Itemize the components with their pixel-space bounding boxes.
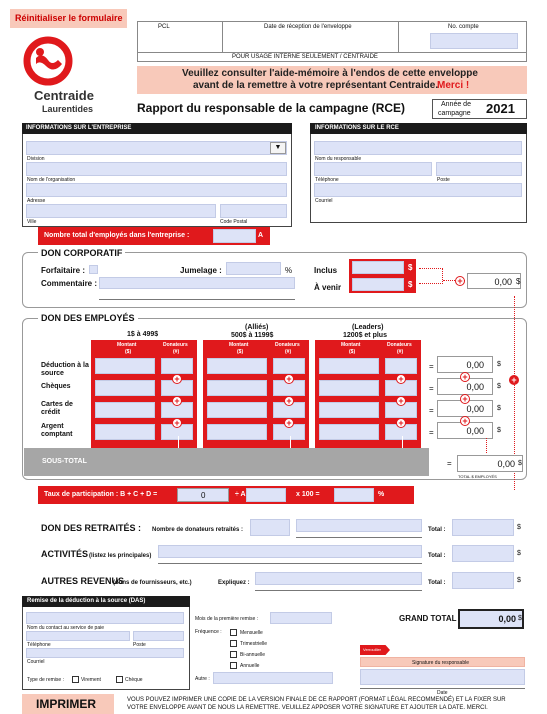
amount-field[interactable]: [319, 402, 379, 418]
grand-total-dollar: $: [518, 615, 522, 622]
other-explain-label: Expliquez :: [218, 580, 250, 586]
division-label: Division: [27, 156, 45, 162]
amount-field[interactable]: [207, 424, 267, 440]
commentaire-label: Commentaire :: [41, 279, 98, 288]
row-plus-icon: +: [460, 394, 470, 404]
address-label: Adresse: [27, 198, 46, 204]
dropdown-button[interactable]: ▼: [270, 142, 286, 154]
das-contact-field[interactable]: [26, 612, 184, 624]
participation-div: ÷ A: [235, 491, 246, 498]
print-note-line2: VOTRE ENVELOPPE AVANT DE NOUS LA REMETTRE. VEUILLEZ APPOSER VOTRE SIGNATURE ET AJOUTER LA DATE. MERCI.: [127, 705, 488, 711]
row-total-plus-icon: +: [509, 375, 519, 385]
group-3-name: (Leaders): [352, 324, 384, 331]
corporate-plus-icon: +: [455, 276, 465, 286]
pcl-label: PCL: [158, 24, 170, 30]
employee-count-label: Nombre total d'employés dans l'entreprise :: [44, 232, 190, 239]
participation-label: Taux de participation : B + C + D =: [44, 491, 158, 498]
jumelage-label: Jumelage :: [180, 266, 222, 275]
employees-grand-total: 0,00: [497, 459, 515, 469]
year-label-2: campagne: [438, 110, 471, 117]
other-title: AUTRES REVENUS: [41, 576, 125, 586]
donateurs-header: Donateurs: [387, 342, 412, 348]
group-3-label: 1200$ et plus: [343, 332, 387, 339]
account-no-field[interactable]: [430, 33, 518, 49]
amount-field[interactable]: [207, 402, 267, 418]
row-cheques-label: Chèques: [41, 383, 71, 390]
plus-icon: +: [284, 418, 294, 428]
rce-ext-label: Poste: [437, 177, 450, 183]
amount-field[interactable]: [95, 380, 155, 396]
notice-merci: Merci !: [437, 80, 470, 91]
forfaitaire-label: Forfaitaire :: [41, 266, 86, 275]
freq-biannual-label: Bi-annuelle: [240, 652, 266, 658]
print-button-label: IMPRIMER: [36, 697, 96, 711]
activities-total-label: Total :: [428, 553, 446, 559]
rce-name-field[interactable]: [314, 141, 522, 155]
row-dollar: $: [497, 361, 501, 368]
plus-icon: +: [172, 374, 182, 384]
other-note: (dons de fournisseurs, etc.): [113, 580, 192, 586]
das-phone-field[interactable]: [26, 631, 130, 641]
row-dollar: $: [497, 383, 501, 390]
arrow-line: [486, 438, 487, 453]
account-no-label: No. compte: [448, 24, 479, 30]
org-name-field[interactable]: [26, 162, 287, 176]
other-total-field[interactable]: [452, 572, 514, 589]
rce-name-label: Nom du responsable: [315, 156, 362, 162]
logo-name: Centraide: [34, 88, 94, 103]
employees-total-equals: =: [447, 459, 452, 468]
jumelage-field[interactable]: [226, 262, 281, 275]
frequency-label: Fréquence :: [195, 629, 222, 635]
donateurs-unit: (#): [173, 349, 180, 355]
participation-bcd-value: 0: [201, 491, 206, 500]
das-phone-label: Téléphone: [27, 642, 51, 648]
other-total-label: Total :: [428, 580, 446, 586]
virement-checkbox[interactable]: [72, 676, 79, 683]
montant-header: Montant: [229, 342, 249, 348]
row-equals: =: [429, 428, 434, 437]
corporate-total-dollar: $: [516, 277, 521, 286]
activities-note: (listez les principales): [89, 553, 152, 559]
rce-ext-field[interactable]: [436, 162, 522, 176]
plus-icon: +: [396, 374, 406, 384]
montant-header: Montant: [117, 342, 137, 348]
amount-field[interactable]: [207, 380, 267, 396]
avenir-field[interactable]: [352, 278, 404, 291]
cheque-checkbox[interactable]: [116, 676, 123, 683]
row-total: 0,00: [466, 360, 484, 370]
signature-label: Signature du responsable: [412, 660, 469, 666]
org-name-label: Nom de l'organisation: [27, 177, 76, 183]
activities-field[interactable]: [158, 545, 422, 558]
amount-field[interactable]: [95, 358, 155, 374]
retirees-details-field[interactable]: [296, 519, 422, 532]
row-cash-label: Argent comptant: [41, 423, 73, 438]
plus-icon: +: [284, 374, 294, 384]
other-freq-field[interactable]: [213, 672, 333, 684]
participation-times: x 100 =: [296, 491, 320, 498]
group-2-label: 500$ à 1199$: [231, 332, 274, 339]
freq-biannual-checkbox[interactable]: [230, 651, 237, 658]
das-ext-field[interactable]: [133, 631, 184, 641]
employees-title: DON DES EMPLOYÉS: [38, 314, 138, 323]
rce-phone-field[interactable]: [314, 162, 432, 176]
amount-field[interactable]: [319, 358, 379, 374]
centraide-logo: [18, 32, 78, 90]
row-total: 0,00: [466, 382, 484, 392]
das-contact-label: Nom du contact au service de paie: [27, 625, 104, 631]
row-equals: =: [429, 406, 434, 415]
address-field[interactable]: [26, 183, 287, 197]
avenir-dollar: $: [408, 280, 413, 289]
year-label-1: Année de: [441, 101, 471, 108]
postal-code-label: Code Postal: [220, 219, 248, 225]
plus-icon: +: [284, 396, 294, 406]
retirees-donors-label: Nombre de donateurs retraités :: [152, 527, 244, 533]
employees-total-label: TOTAL $ EMPLOYÉS: [458, 474, 497, 479]
jumelage-percent: %: [285, 266, 293, 275]
virement-label: Virement: [81, 677, 101, 683]
postal-code-field[interactable]: [220, 204, 287, 218]
donors-field[interactable]: [273, 358, 305, 374]
amount-field[interactable]: [319, 380, 379, 396]
freq-quarterly-checkbox[interactable]: [230, 640, 237, 647]
plus-icon: +: [172, 396, 182, 406]
corporate-total: 0,00: [494, 277, 512, 287]
donors-field[interactable]: [385, 358, 417, 374]
amount-field[interactable]: [95, 424, 155, 440]
plus-icon: +: [396, 418, 406, 428]
das-type-label: Type de remise :: [27, 677, 64, 683]
freq-monthly-label: Mensuelle: [240, 630, 263, 636]
montant-unit: ($): [237, 349, 244, 355]
freq-annual-label: Annuelle: [240, 663, 260, 669]
logo-sub: Laurentides: [42, 104, 94, 114]
cheque-label: Chèque: [125, 677, 143, 683]
inclus-dollar: $: [408, 263, 413, 272]
row-equals: =: [429, 362, 434, 371]
subtotal-label: SOUS-TOTAL: [42, 458, 87, 465]
freq-monthly-checkbox[interactable]: [230, 629, 237, 636]
montant-unit: ($): [125, 349, 132, 355]
donateurs-unit: (#): [285, 349, 292, 355]
activities-total-field[interactable]: [452, 545, 514, 562]
city-label: Ville: [27, 219, 37, 225]
internal-use-label: POUR USAGE INTERNE SEULEMENT / CENTRAIDE: [232, 54, 378, 60]
commentaire-field[interactable]: [99, 277, 295, 289]
participation-a-field: [246, 488, 286, 502]
retirees-title: DON DES RETRAITÉS :: [41, 523, 142, 533]
reception-date-label: Date de réception de l'enveloppe: [264, 24, 352, 30]
rce-email-field[interactable]: [314, 183, 522, 197]
retirees-dollar: $: [517, 524, 521, 531]
group-2-name: (Alliés): [245, 324, 269, 331]
amount-field[interactable]: [207, 358, 267, 374]
avenir-label: À venir: [314, 283, 342, 292]
first-month-label: Mois de la première remise :: [195, 616, 259, 622]
row-dollar: $: [497, 427, 501, 434]
grand-total-value: 0,00: [498, 614, 516, 624]
amount-field[interactable]: [95, 402, 155, 418]
retirees-total-label: Total :: [428, 527, 446, 533]
donors-field[interactable]: [161, 358, 193, 374]
participation-pct: %: [378, 491, 385, 498]
das-email-field[interactable]: [26, 648, 184, 658]
row-total: 0,00: [466, 404, 484, 414]
date-field[interactable]: [360, 669, 525, 685]
notice-line1: Veuillez consulter l'aide-mémoire à l'endos de cette enveloppe: [182, 68, 478, 79]
date-label: Date: [437, 690, 448, 696]
other-field[interactable]: [255, 572, 422, 585]
plus-icon: +: [172, 418, 182, 428]
rce-email-label: Courriel: [315, 198, 333, 204]
corporate-title: DON CORPORATIF: [38, 249, 125, 258]
montant-header: Montant: [341, 342, 361, 348]
retirees-donors-field[interactable]: [250, 519, 290, 536]
rce-phone-label: Téléphone: [315, 177, 339, 183]
das-header: Remise de la déduction à la source (DAS): [27, 598, 146, 604]
employee-count-field[interactable]: [213, 229, 256, 243]
other-dollar: $: [517, 577, 521, 584]
donateurs-header: Donateurs: [275, 342, 300, 348]
first-month-field[interactable]: [270, 612, 332, 624]
retirees-total-field[interactable]: [452, 519, 514, 536]
activities-dollar: $: [517, 550, 521, 557]
campaign-year: 2021: [486, 101, 515, 116]
rce-info-header: INFORMATIONS SUR LE RCE: [315, 125, 399, 131]
inclus-label: Inclus: [314, 266, 338, 275]
das-email-label: Courriel: [27, 659, 45, 665]
print-note-line1: VOUS POUVEZ IMPRIMER UNE COPIE DE LA VERSION FINALE DE CE RAPPORT (FORMAT LÉGAL RECOMMENDÉ) ET LA FIXER SUR: [127, 697, 506, 703]
participation-result: [334, 488, 374, 502]
group-1-label: 1$ à 499$: [127, 331, 159, 338]
row-plus-icon: +: [460, 372, 470, 382]
forfaitaire-checkbox[interactable]: [89, 265, 98, 274]
donateurs-unit: (#): [397, 349, 404, 355]
lock-flag-label: Verrouiller: [363, 647, 382, 652]
inclus-field[interactable]: [352, 261, 404, 274]
notice-line2: avant de la remettre à votre représentant Centraide.: [193, 80, 439, 91]
donateurs-header: Donateurs: [163, 342, 188, 348]
row-equals: =: [429, 384, 434, 393]
amount-field[interactable]: [319, 424, 379, 440]
plus-icon: +: [396, 396, 406, 406]
company-info-header: INFORMATIONS SUR L'ENTREPRISE: [26, 125, 132, 131]
reset-button-label: Réinitialiser le formulaire: [15, 13, 123, 23]
city-field[interactable]: [26, 204, 216, 218]
row-deduction-label: Déduction à la source: [41, 362, 89, 377]
das-ext-label: Poste: [133, 642, 146, 648]
row-cards-label: Cartes de crédit: [41, 401, 73, 416]
freq-annual-checkbox[interactable]: [230, 662, 237, 669]
activities-title: ACTIVITÉS: [41, 549, 89, 559]
other-freq-label: Autre :: [195, 676, 210, 682]
employees-total-dollar: $: [518, 460, 522, 467]
montant-unit: ($): [349, 349, 356, 355]
row-total: 0,00: [466, 426, 484, 436]
page-title: Rapport du responsable de la campagne (RCE): [137, 101, 406, 115]
freq-quarterly-label: Trimestrielle: [240, 641, 268, 647]
row-plus-icon: +: [460, 416, 470, 426]
employee-count-letter: A: [258, 232, 264, 239]
grand-total-label: GRAND TOTAL: [399, 614, 457, 623]
division-select[interactable]: [26, 141, 287, 155]
row-dollar: $: [497, 405, 501, 412]
